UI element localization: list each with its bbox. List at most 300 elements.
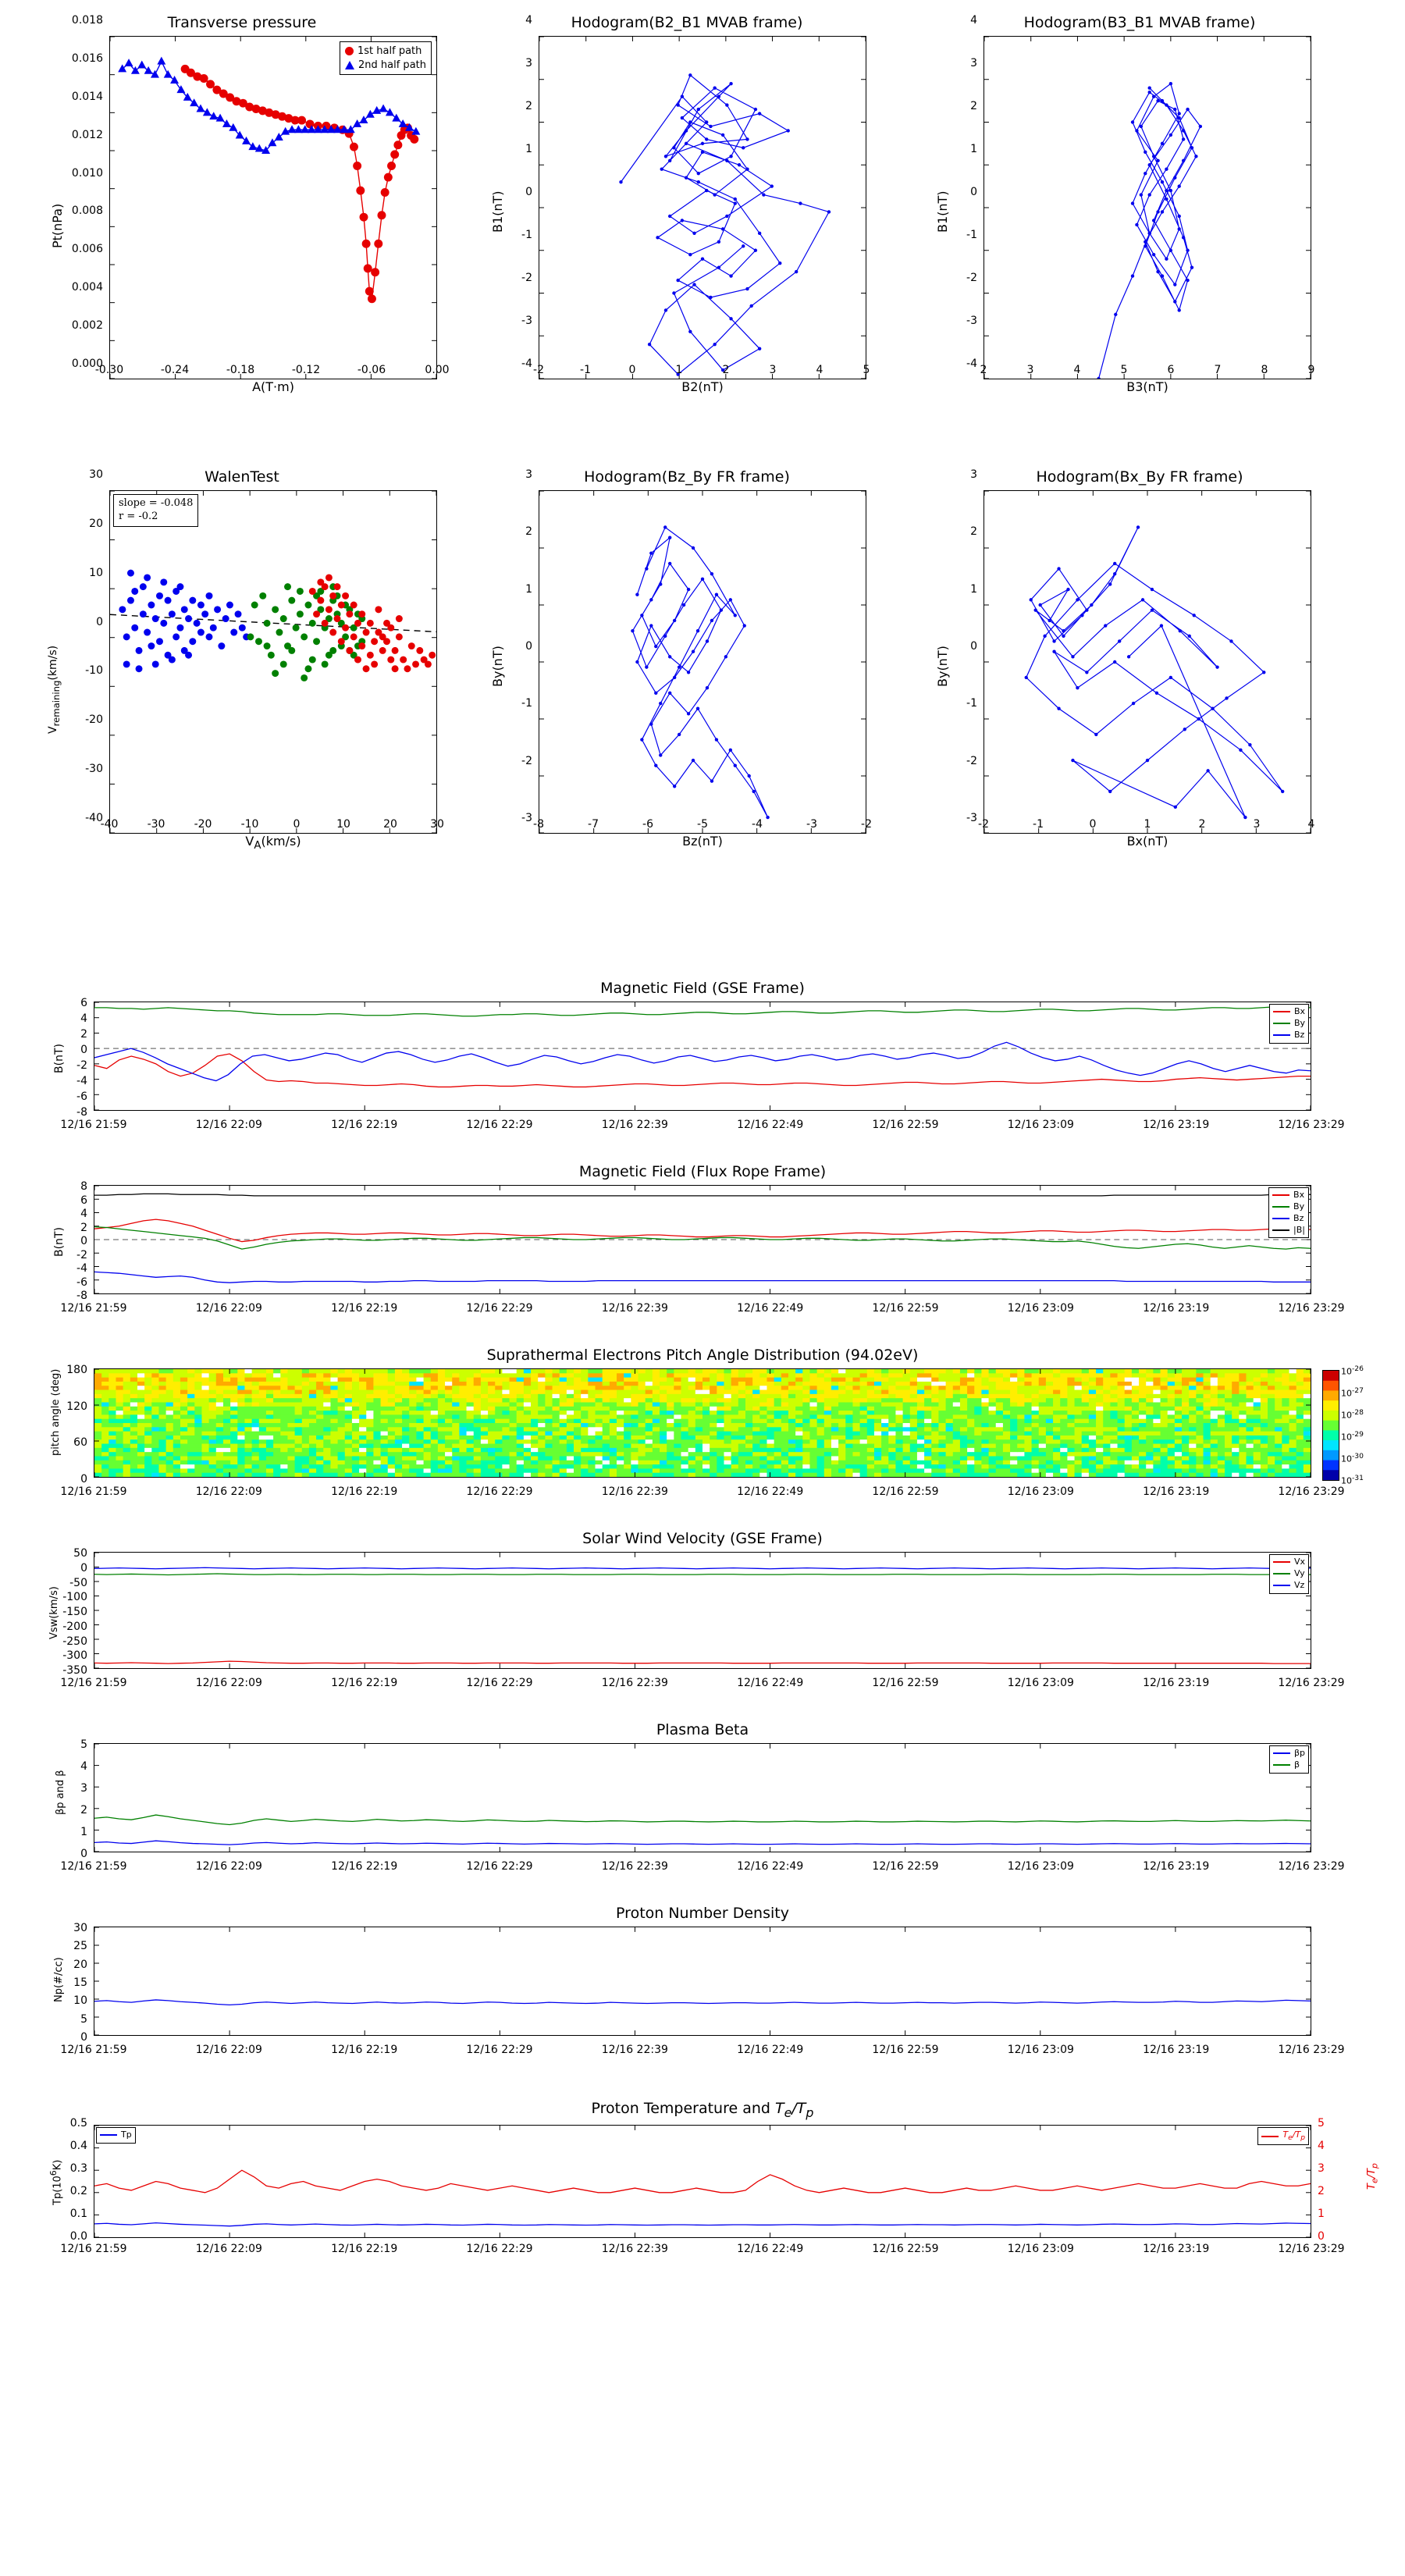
colorbar-tick-label: $10^{-28}$ xyxy=(1341,1408,1364,1421)
y-tick-label: -4 xyxy=(966,358,977,370)
x-tick-label: 12/16 22:29 xyxy=(466,1860,533,1873)
x-tick-label: 12/16 22:59 xyxy=(872,1302,939,1315)
y-tick-label: 8 xyxy=(80,1180,87,1193)
legend-line-vz xyxy=(1273,1585,1290,1586)
x-tick-label: 12/16 22:09 xyxy=(195,1119,262,1131)
x-tick-label: 12/16 21:59 xyxy=(60,1302,127,1315)
fit-annotation xyxy=(113,494,198,527)
x-tick-label: 12/16 23:29 xyxy=(1278,2044,1345,2056)
y-tick-label: -150 xyxy=(62,1606,87,1618)
series-canvas xyxy=(984,37,1311,379)
x-axis-label: B2(nT) xyxy=(681,379,724,394)
x-tick-label: 20 xyxy=(383,818,397,831)
y-tick-label: -250 xyxy=(62,1635,87,1648)
y-tick-label: -10 xyxy=(85,664,103,678)
y-axis-label: B1(nT) xyxy=(490,190,505,233)
legend xyxy=(1269,1745,1309,1774)
y-tick-label-right: 1 xyxy=(1318,2208,1325,2220)
panel-hodogram-bzby xyxy=(476,468,898,874)
y-axis-label: $Tp(10^6K)$ xyxy=(48,2159,64,2205)
x-tick-label: 12/16 22:49 xyxy=(737,1485,804,1498)
y-tick-label-right: 3 xyxy=(1318,2162,1325,2175)
y-tick-label: 20 xyxy=(73,1958,87,1971)
y-tick-label: -2 xyxy=(76,1059,87,1072)
x-tick-label: 12/16 22:39 xyxy=(601,1860,668,1873)
y-tick-label: -6 xyxy=(76,1276,87,1289)
legend-line-bz xyxy=(1273,1034,1290,1036)
x-tick-label: 12/16 22:09 xyxy=(195,1485,262,1498)
y-tick-label: -2 xyxy=(966,272,977,284)
panel-title: Hodogram(Bz_By FR frame) xyxy=(584,468,790,486)
x-axis-label: Bz(nT) xyxy=(682,834,723,849)
legend-label-beta-p: βp xyxy=(1293,1748,1305,1758)
colorbar-tick-label: $10^{-26}$ xyxy=(1341,1364,1364,1377)
x-tick-label: 12/16 23:19 xyxy=(1143,1302,1210,1315)
y-tick-label: -1 xyxy=(966,697,977,710)
y-tick-label: 15 xyxy=(73,1976,87,1989)
y-axis-label: Np(#/cc) xyxy=(53,1957,65,2002)
y-tick-label: 2 xyxy=(970,525,977,539)
legend xyxy=(1269,1004,1309,1044)
x-tick-label: 12/16 22:09 xyxy=(195,1302,262,1315)
y-tick-label: 0.012 xyxy=(71,128,103,141)
legend-line-bmag xyxy=(1272,1229,1289,1231)
plot-area xyxy=(984,490,1311,834)
legend-label-bz: Bz xyxy=(1293,1029,1305,1040)
series-canvas xyxy=(94,1002,1311,1110)
y-tick-label: -8 xyxy=(76,1290,87,1302)
plot-area xyxy=(94,1185,1311,1294)
y-tick-label: 4 xyxy=(80,1012,87,1025)
plot-area xyxy=(94,2125,1311,2238)
x-tick-label: 12/16 22:39 xyxy=(601,1677,668,1689)
x-tick-label: 5 xyxy=(1120,364,1128,376)
x-tick-label: 12/16 23:09 xyxy=(1007,2044,1074,2056)
x-tick-label: 12/16 23:29 xyxy=(1278,1677,1345,1689)
x-tick-label: 12/16 23:09 xyxy=(1007,2243,1074,2255)
y-tick-label: -6 xyxy=(76,1091,87,1103)
y-tick-label: 10 xyxy=(73,1994,87,2008)
series-canvas xyxy=(94,1553,1311,1668)
panel-title: Proton Number Density xyxy=(616,1905,789,1922)
x-tick-label: 12/16 23:19 xyxy=(1143,1860,1210,1873)
y-tick-label: -1 xyxy=(521,229,532,241)
y-tick-label: -2 xyxy=(521,272,532,284)
y-tick-label: 30 xyxy=(73,1922,87,1934)
x-tick-label: -0.30 xyxy=(94,364,124,376)
x-tick-label: 4 xyxy=(816,364,823,376)
y-tick-label: 0 xyxy=(970,640,977,653)
legend-line-bz xyxy=(1272,1218,1289,1219)
y-tick-label: -200 xyxy=(62,1620,87,1633)
y-tick-label: 1 xyxy=(970,582,977,596)
y-tick-label: 0 xyxy=(80,1473,87,1485)
x-tick-label: 12/16 22:39 xyxy=(601,1302,668,1315)
x-tick-label: -8 xyxy=(533,818,544,831)
legend-label-vy: Vy xyxy=(1293,1567,1305,1578)
y-tick-label: -2 xyxy=(521,754,532,767)
y-tick-label: -2 xyxy=(966,754,977,767)
heatmap-canvas xyxy=(94,1369,1311,1477)
x-tick-label: 12/16 22:09 xyxy=(195,2044,262,2056)
x-tick-label: 12/16 22:49 xyxy=(737,1677,804,1689)
legend-label-vz: Vz xyxy=(1293,1579,1305,1590)
y-tick-label: 5 xyxy=(80,1738,87,1751)
y-tick-label: 60 xyxy=(73,1436,87,1450)
y-tick-label: 0 xyxy=(80,1235,87,1247)
y-tick-label: 2 xyxy=(80,1221,87,1234)
colorbar-tick-label: $10^{-30}$ xyxy=(1341,1452,1364,1464)
x-tick-label: -3 xyxy=(806,818,817,831)
y-tick-label: 0 xyxy=(525,186,532,198)
legend-label-by: By xyxy=(1293,1201,1305,1212)
x-tick-label: 2 xyxy=(980,364,987,376)
x-tick-label: 12/16 23:29 xyxy=(1278,1860,1345,1873)
legend xyxy=(1269,1554,1309,1594)
x-axis-label: $V_A(km/s)$ xyxy=(245,834,301,852)
x-tick-label: 5 xyxy=(863,364,870,376)
panel-title: Transverse pressure xyxy=(167,14,317,31)
x-tick-label: 12/16 22:09 xyxy=(195,1677,262,1689)
x-tick-label: 12/16 21:59 xyxy=(60,1485,127,1498)
legend-line-vx xyxy=(1273,1561,1290,1563)
x-tick-label: 30 xyxy=(430,818,444,831)
x-tick-label: -40 xyxy=(100,818,119,831)
y-tick-label: 0.016 xyxy=(71,52,103,65)
panel-proton-temperature xyxy=(47,2100,1380,2264)
x-tick-label: 12/16 23:29 xyxy=(1278,1302,1345,1315)
x-tick-label: 6 xyxy=(1167,364,1175,376)
x-tick-label: 0.00 xyxy=(425,364,450,376)
y-tick-label: -4 xyxy=(521,358,532,370)
panel-title: Suprathermal Electrons Pitch Angle Distribution (94.02eV) xyxy=(486,1347,919,1364)
panel-title: WalenTest xyxy=(205,468,279,486)
colorbar-tick-label: $10^{-27}$ xyxy=(1341,1386,1364,1399)
x-tick-label: 12/16 22:29 xyxy=(466,1485,533,1498)
y-tick-label: 0 xyxy=(970,186,977,198)
fit-r: r = -0.2 xyxy=(119,510,158,522)
x-tick-label: -2 xyxy=(533,364,544,376)
panel-title: Hodogram(B3_B1 MVAB frame) xyxy=(1023,14,1256,31)
y-tick-label: 0 xyxy=(80,1561,87,1574)
x-tick-label: 12/16 22:19 xyxy=(331,1677,398,1689)
x-tick-label: 12/16 22:59 xyxy=(872,1677,939,1689)
y-tick-label: -3 xyxy=(966,812,977,824)
x-tick-label: 12/16 23:29 xyxy=(1278,1119,1345,1131)
x-tick-label: 12/16 23:29 xyxy=(1278,2243,1345,2255)
panel-title: Proton Temperature and $T_e/T_p$ xyxy=(591,2100,814,2120)
y-tick-label: 0.010 xyxy=(71,166,103,180)
series-canvas xyxy=(984,491,1311,833)
y-tick-label: -300 xyxy=(62,1649,87,1663)
x-tick-label: 12/16 23:19 xyxy=(1143,2044,1210,2056)
series-canvas xyxy=(94,1744,1311,1852)
y-tick-label: -50 xyxy=(69,1576,87,1589)
y-tick-label: 0.0 xyxy=(69,2230,87,2243)
panel-solar-wind-velocity xyxy=(47,1530,1374,1694)
x-axis-label: B3(nT) xyxy=(1126,379,1168,394)
x-tick-label: 12/16 22:19 xyxy=(331,1485,398,1498)
x-axis-label: Bx(nT) xyxy=(1126,834,1168,849)
x-tick-label: -1 xyxy=(580,364,591,376)
y-tick-label: 0.000 xyxy=(71,358,103,370)
y-tick-label: 2 xyxy=(80,1804,87,1816)
y-tick-label: 0.3 xyxy=(69,2162,87,2175)
colorbar-tick-label: $10^{-31}$ xyxy=(1341,1474,1364,1486)
legend xyxy=(1268,1187,1309,1238)
y-tick-label: 0.018 xyxy=(71,14,103,27)
x-tick-label: 12/16 22:59 xyxy=(872,1860,939,1873)
x-tick-label: 12/16 22:39 xyxy=(601,1485,668,1498)
y-tick-label: 0.002 xyxy=(71,319,103,333)
legend-line-beta-p xyxy=(1273,1752,1290,1754)
plot-area xyxy=(109,490,437,834)
series-canvas xyxy=(94,1186,1311,1293)
y-tick-label: 180 xyxy=(66,1364,87,1376)
legend-left xyxy=(96,2127,136,2144)
series-canvas xyxy=(539,491,866,833)
y-tick-label: 0.014 xyxy=(71,90,103,103)
plot-area xyxy=(539,490,866,834)
colorbar-tick-label: $10^{-29}$ xyxy=(1341,1430,1364,1443)
y-tick-label: -1 xyxy=(966,229,977,241)
legend-label-1st-half: 1st half path xyxy=(357,45,422,57)
x-tick-label: 12/16 23:09 xyxy=(1007,1860,1074,1873)
y-axis-label: B(nT) xyxy=(53,1227,66,1257)
y-tick-label: 120 xyxy=(66,1400,87,1413)
y-tick-label: 4 xyxy=(525,14,532,27)
x-tick-label: -6 xyxy=(642,818,653,831)
panel-walen-test xyxy=(31,468,453,874)
y-tick-label-right: 2 xyxy=(1318,2185,1325,2197)
legend xyxy=(340,41,432,75)
x-tick-label: 4 xyxy=(1307,818,1315,831)
x-tick-label: 12/16 22:59 xyxy=(872,2044,939,2056)
panel-magnetic-field-gse xyxy=(47,980,1374,1136)
x-tick-label: -7 xyxy=(588,818,599,831)
y-tick-label: 2 xyxy=(970,100,977,112)
y-tick-label: -8 xyxy=(76,1106,87,1119)
y-tick-label: 0.006 xyxy=(71,243,103,256)
y-tick-label: 20 xyxy=(89,517,103,530)
x-tick-label: -4 xyxy=(752,818,763,831)
y-tick-label: -20 xyxy=(85,713,103,727)
y-tick-label-right: 5 xyxy=(1318,2117,1325,2129)
legend-line-vy xyxy=(1273,1573,1290,1574)
x-tick-label: 2 xyxy=(1198,818,1206,831)
panel-hodogram-b3b1 xyxy=(921,14,1358,420)
x-tick-label: 12/16 22:19 xyxy=(331,2044,398,2056)
plot-area xyxy=(109,36,437,379)
panel-proton-number-density xyxy=(47,1905,1374,2061)
y-tick-label: -100 xyxy=(62,1591,87,1604)
x-tick-label: -20 xyxy=(194,818,212,831)
x-tick-label: -2 xyxy=(978,818,989,831)
y-tick-label: 2 xyxy=(80,1028,87,1041)
x-tick-label: 12/16 22:59 xyxy=(872,1119,939,1131)
panel-transverse-pressure xyxy=(31,14,453,420)
y-tick-label: -1 xyxy=(521,697,532,710)
legend-line-by xyxy=(1272,1206,1289,1208)
y-axis-label: By(nT) xyxy=(935,646,950,687)
x-tick-label: 12/16 22:49 xyxy=(737,2044,804,2056)
y-tick-label: 0 xyxy=(525,640,532,653)
legend-line-by xyxy=(1273,1023,1290,1024)
x-tick-label: 12/16 22:49 xyxy=(737,2243,804,2255)
x-tick-label: -0.18 xyxy=(226,364,255,376)
x-tick-label: 9 xyxy=(1307,364,1315,376)
panel-title: Hodogram(B2_B1 MVAB frame) xyxy=(571,14,803,31)
x-tick-label: 12/16 22:29 xyxy=(466,2243,533,2255)
legend-label-by: By xyxy=(1293,1017,1305,1028)
x-tick-label: 12/16 22:19 xyxy=(331,2243,398,2255)
legend-line-tetp xyxy=(1261,2136,1279,2137)
y-tick-label: 25 xyxy=(73,1940,87,1953)
x-tick-label: 12/16 22:19 xyxy=(331,1302,398,1315)
series-canvas xyxy=(94,1927,1311,2035)
y-tick-label: 6 xyxy=(80,1194,87,1207)
x-tick-label: -0.12 xyxy=(291,364,321,376)
plot-area xyxy=(539,36,866,379)
y-tick-label: 4 xyxy=(970,14,977,27)
x-tick-label: 12/16 23:09 xyxy=(1007,1485,1074,1498)
series-canvas xyxy=(94,2126,1311,2237)
y-tick-label: -3 xyxy=(966,315,977,327)
x-tick-label: 0 xyxy=(628,364,636,376)
plot-area xyxy=(94,1552,1311,1669)
series-canvas xyxy=(539,37,866,379)
legend-line-bx xyxy=(1273,1011,1290,1012)
y-tick-label: 2 xyxy=(525,100,532,112)
y-tick-label: 1 xyxy=(970,143,977,155)
y-axis-label: βp and β xyxy=(55,1770,66,1815)
x-tick-label: -30 xyxy=(147,818,165,831)
x-tick-label: 12/16 21:59 xyxy=(60,1860,127,1873)
plot-area xyxy=(984,36,1311,379)
x-tick-label: -2 xyxy=(861,818,872,831)
x-tick-label: 12/16 22:29 xyxy=(466,1677,533,1689)
x-tick-label: 12/16 23:19 xyxy=(1143,1677,1210,1689)
y-tick-label: 10 xyxy=(89,566,103,579)
x-tick-label: 12/16 22:49 xyxy=(737,1302,804,1315)
legend-line-tp xyxy=(100,2134,117,2136)
legend-right xyxy=(1257,2127,1309,2146)
panel-hodogram-bxby xyxy=(921,468,1358,874)
legend-label-bz: Bz xyxy=(1293,1212,1304,1223)
panel-title: Plasma Beta xyxy=(656,1721,749,1738)
x-tick-label: 3 xyxy=(769,364,777,376)
y-tick-label: 50 xyxy=(73,1547,87,1560)
y-tick-label: 1 xyxy=(525,582,532,596)
legend-line-beta xyxy=(1273,1764,1290,1766)
y-tick-label: 0.5 xyxy=(69,2117,87,2129)
y-tick-label: 3 xyxy=(970,468,977,481)
y-tick-label: 4 xyxy=(80,1208,87,1220)
y-tick-label: 6 xyxy=(80,997,87,1009)
x-tick-label: 12/16 23:19 xyxy=(1143,1119,1210,1131)
y-axis-label: Pt(nPa) xyxy=(50,203,65,248)
y-tick-label: 0 xyxy=(80,2031,87,2044)
y-tick-label: -3 xyxy=(521,315,532,327)
y-axis-label: B1(nT) xyxy=(935,190,950,233)
y-axis-label: Vsw(km/s) xyxy=(48,1586,60,1639)
x-tick-label: 1 xyxy=(675,364,683,376)
y-tick-label: 3 xyxy=(525,57,532,69)
y-axis-label-right: $T_e/T_p$ xyxy=(1366,2163,1380,2190)
legend-label-bx: Bx xyxy=(1293,1190,1305,1200)
panel-title: Magnetic Field (GSE Frame) xyxy=(600,980,805,997)
series-canvas xyxy=(110,491,436,833)
legend-label-bx: Bx xyxy=(1293,1006,1305,1016)
legend-label-tp: Tp xyxy=(121,2129,132,2140)
y-tick-label: 0.1 xyxy=(69,2208,87,2220)
y-tick-label: 0.004 xyxy=(71,281,103,294)
x-tick-label: 3 xyxy=(1026,364,1034,376)
y-tick-label: -30 xyxy=(85,763,103,776)
y-tick-label: 2 xyxy=(525,525,532,539)
y-tick-label-right: 0 xyxy=(1318,2230,1325,2243)
x-tick-label: 12/16 22:49 xyxy=(737,1119,804,1131)
panel-title: Hodogram(Bx_By FR frame) xyxy=(1036,468,1243,486)
x-tick-label: 12/16 22:59 xyxy=(872,2243,939,2255)
plot-area xyxy=(94,1927,1311,2036)
x-tick-label: 12/16 22:09 xyxy=(195,2243,262,2255)
series-canvas xyxy=(110,37,436,379)
y-tick-label: 5 xyxy=(80,2012,87,2026)
x-tick-label: 12/16 22:39 xyxy=(601,1119,668,1131)
panel-magnetic-field-fr xyxy=(47,1163,1374,1319)
y-tick-label: -3 xyxy=(521,812,532,824)
x-tick-label: 12/16 22:09 xyxy=(195,1860,262,1873)
x-tick-label: 12/16 23:09 xyxy=(1007,1677,1074,1689)
x-tick-label: 12/16 22:19 xyxy=(331,1860,398,1873)
x-tick-label: 12/16 22:39 xyxy=(601,2243,668,2255)
y-tick-label: 1 xyxy=(525,143,532,155)
panel-hodogram-b2b1 xyxy=(476,14,898,420)
y-axis-label: $V_{remaining}(km/s)$ xyxy=(47,645,62,734)
legend-line-bx xyxy=(1272,1194,1289,1196)
x-tick-label: 12/16 22:29 xyxy=(466,1119,533,1131)
x-tick-label: -5 xyxy=(697,818,708,831)
x-tick-label: 12/16 22:19 xyxy=(331,1119,398,1131)
x-tick-label: 12/16 21:59 xyxy=(60,2044,127,2056)
plot-area xyxy=(94,1368,1311,1478)
panel-title: Magnetic Field (Flux Rope Frame) xyxy=(578,1163,827,1180)
x-tick-label: 12/16 23:29 xyxy=(1278,1485,1345,1498)
y-tick-label: 0 xyxy=(96,615,103,628)
x-tick-label: 2 xyxy=(722,364,730,376)
x-tick-label: 1 xyxy=(1144,818,1151,831)
x-tick-label: 0 xyxy=(293,818,301,831)
x-tick-label: 12/16 22:39 xyxy=(601,2044,668,2056)
x-tick-label: 12/16 22:59 xyxy=(872,1485,939,1498)
y-tick-label: 0 xyxy=(80,1848,87,1860)
x-tick-label: 3 xyxy=(1253,818,1261,831)
plot-area xyxy=(94,1002,1311,1111)
y-tick-label: 0.2 xyxy=(69,2185,87,2197)
x-tick-label: 12/16 23:19 xyxy=(1143,2243,1210,2255)
x-tick-label: 4 xyxy=(1073,364,1081,376)
y-tick-label-right: 4 xyxy=(1318,2140,1325,2152)
y-axis-label: By(nT) xyxy=(490,646,505,687)
y-tick-label: -350 xyxy=(62,1664,87,1677)
y-tick-label: -40 xyxy=(85,812,103,824)
y-tick-label: 3 xyxy=(525,468,532,481)
x-tick-label: 12/16 22:49 xyxy=(737,1860,804,1873)
x-tick-label: 7 xyxy=(1214,364,1222,376)
y-axis-label: pitch angle (deg) xyxy=(50,1368,62,1456)
colorbar xyxy=(1322,1370,1339,1481)
